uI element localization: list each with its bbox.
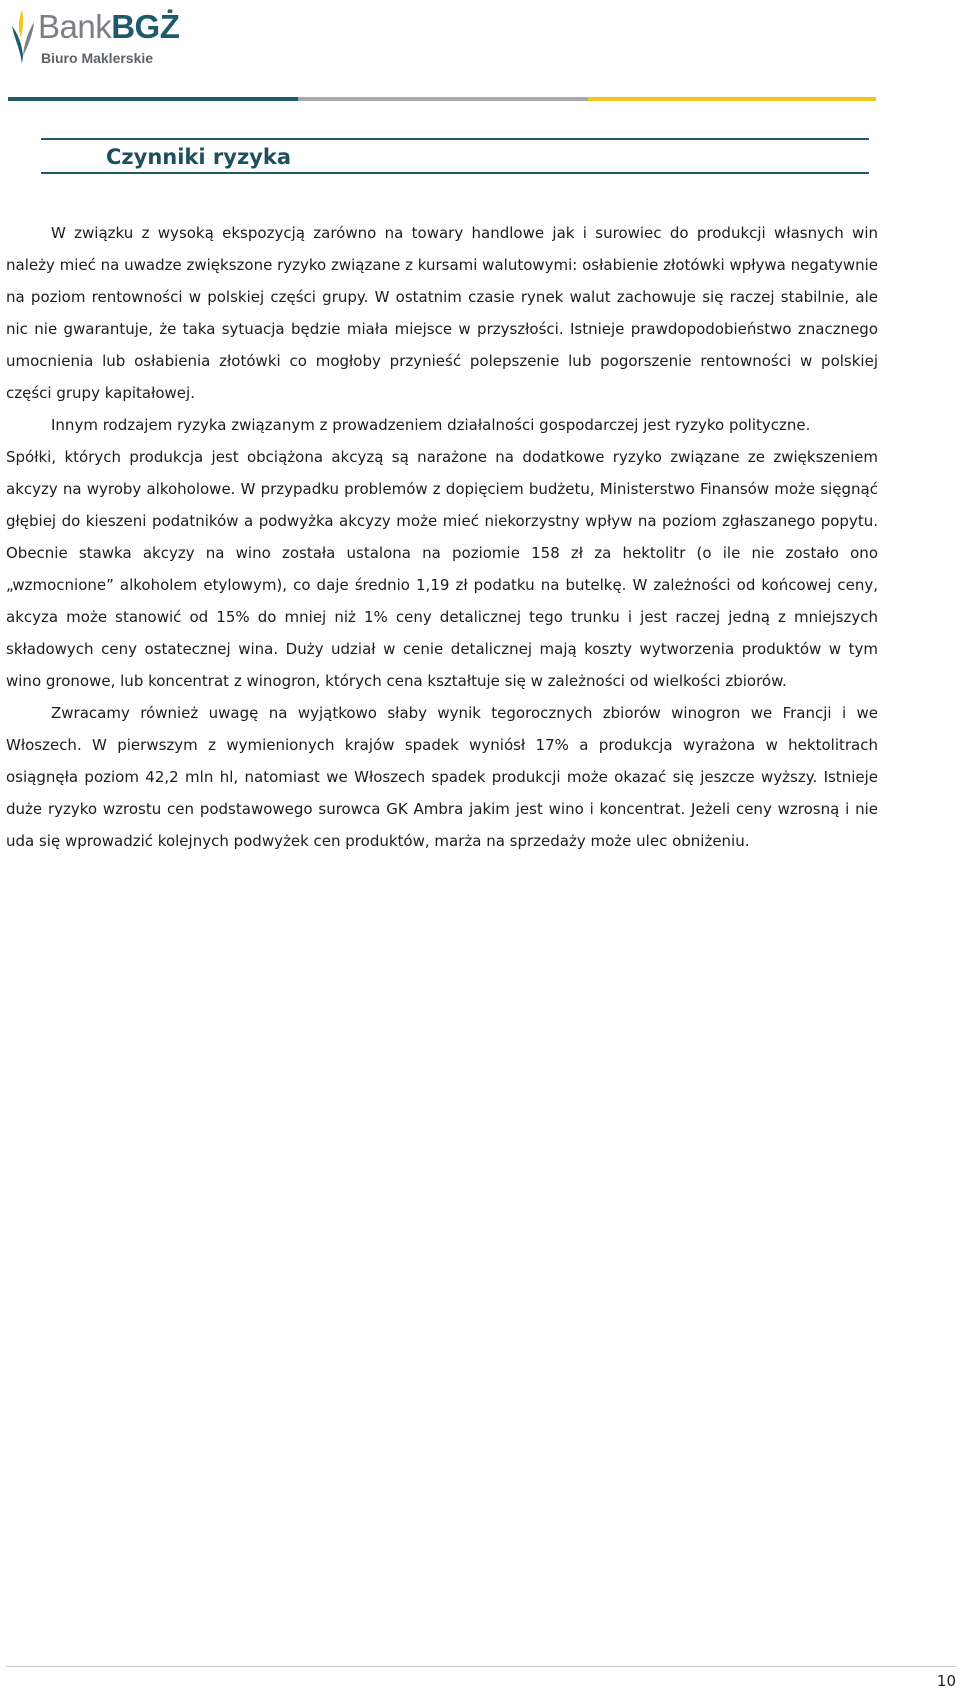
logo-wordmark (38, 8, 179, 46)
header-color-bar (8, 97, 876, 101)
footer-rule (6, 1666, 956, 1667)
section-title: Czynniki ryzyka (106, 145, 291, 169)
page-number: 10 (936, 1672, 956, 1690)
logo-subtitle: Biuro Maklerskie (41, 50, 154, 66)
paragraph-excise-risk: Spółki, których produkcja jest obciążona akcyzą są narażone na dodatkowe ryzyko związane ze zwiększeniem akcyzy na wyroby alkoholowe. W przypadku problemów z dopięciem budżetu, Ministerstwo Finansów może sięgnąć głębiej do kieszeni podatników a podwyżka akcyzy może mieć niekorzystny wpływ na poziom zgłaszanego popytu. Obecnie stawka akcyzy na wino została ustalona na poziomie 158 zł za hektolitr (o ile nie zostało ono „wzmocnione” alkoholem etylowym), co daje średnio 1,19 zł podatku na butelkę. W zależności od końcowej ceny, akcyza może stanowić od 15% do mniej niż 1% ceny detalicznej tego trunku i jest raczej jedną z mniejszych składowych ceny ostatecznej wina. Duży udział w cenie detalicznej mają koszty wytworzenia produktów w tym wino gronowe, lub koncentrat z winogron, których cena kształtuje się w zależności od wielkości zbiorów. (6, 448, 878, 690)
paragraph-harvest-risk: Zwracamy również uwagę na wyjątkowo słaby wynik tegorocznych zbiorów winogron we Francji i we Włoszech. W pierwszym z wymienionych krajów spadek wyniósł 17% a produkcja wyrażona w hektolitrach osiągnęła poziom 42,2 mln hl, natomiast we Włoszech spadek produkcji może okazać się jeszcze wyższy. Istnieje duże ryzyko wzrostu cen podstawowego surowca GK Ambra jakim jest wino i koncentrat. Jeżeli ceny wzrosną i nie uda się wprowadzić kolejnych podwyżek cen produktów, marża na sprzedaży może ulec obniżeniu. (6, 704, 878, 850)
leaf-icon (8, 4, 38, 66)
header-bar-gray-segment (298, 97, 588, 101)
paragraph-currency-risk: W związku z wysoką ekspozycją zarówno na towary handlowe jak i surowiec do produkcji własnych win należy mieć na uwadze zwiększone ryzyko związane z kursami walutowymi: osłabienie złotówki wpływa negatywnie na poziom rentowności w polskiej części grupy. W ostatnim czasie rynek walut zachowuje się raczej stabilnie, ale nic nie gwarantuje, że taka sytuacja będzie miała miejsce w przyszłości. Istnieje prawdopodobieństwo znacznego umocnienia lub osłabienia złotówki co mogłoby przynieść polepszenie lub pogorszenie rentowności w polskiej części grupy kapitałowej. (6, 224, 878, 402)
header-bar-yellow-segment (588, 97, 876, 101)
header-bar-teal-segment (8, 97, 298, 101)
logo-bgz-text: BGŻ (111, 8, 180, 45)
bank-logo (8, 4, 178, 66)
title-rule-bottom (41, 172, 869, 174)
title-rule-top (41, 138, 869, 140)
body-text (6, 217, 878, 857)
logo-bank-text: Bank (38, 8, 112, 45)
paragraph-political-risk: Innym rodzajem ryzyka związanym z prowadzeniem działalności gospodarczej jest ryzyko polityczne. (51, 416, 811, 434)
